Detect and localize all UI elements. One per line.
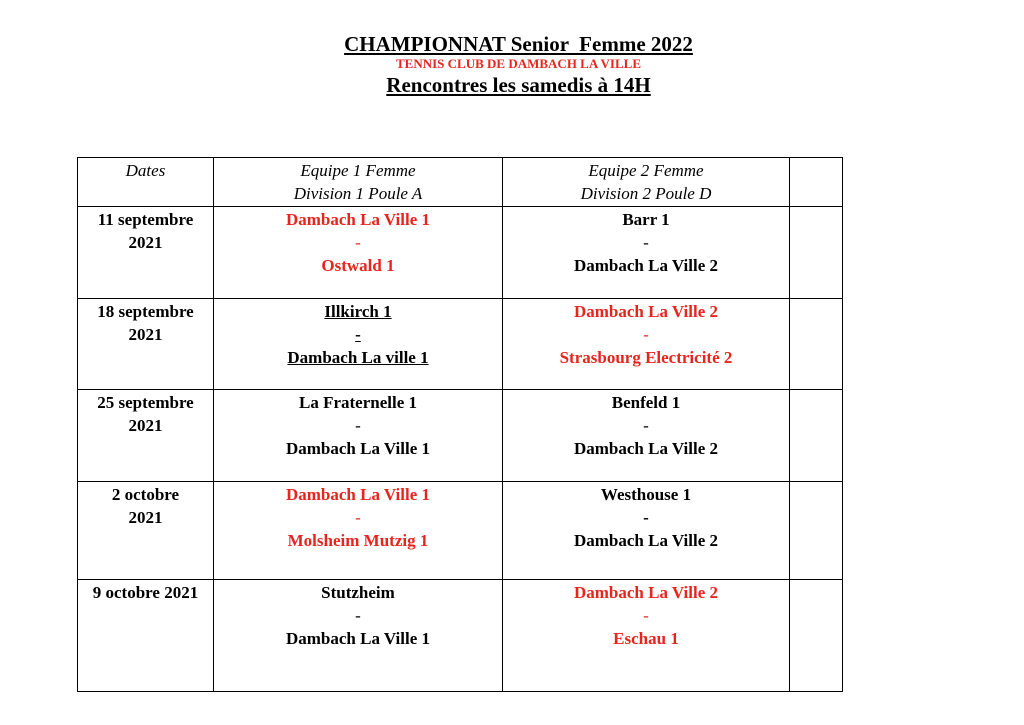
match-separator: - bbox=[355, 233, 361, 252]
extra-cell bbox=[790, 207, 843, 299]
team1-match bbox=[214, 482, 503, 580]
match-date bbox=[78, 207, 214, 299]
date-year: 2021 bbox=[128, 508, 163, 527]
match-date bbox=[78, 580, 214, 692]
home-team: Illkirch 1 bbox=[324, 302, 392, 321]
date-line: 18 septembre bbox=[97, 302, 194, 321]
team1-match bbox=[214, 299, 503, 390]
match-date bbox=[78, 299, 214, 390]
match-separator: - bbox=[355, 416, 361, 435]
date-year: 2021 bbox=[128, 416, 163, 435]
team2-match bbox=[503, 580, 790, 692]
column-header-extra bbox=[790, 158, 843, 207]
away-team: Dambach La Ville 2 bbox=[573, 256, 719, 275]
home-team: Dambach La Ville 2 bbox=[573, 302, 719, 321]
table-row bbox=[78, 299, 843, 390]
date-line: 2 octobre bbox=[111, 485, 180, 504]
home-team: La Fraternelle 1 bbox=[298, 393, 417, 412]
match-separator: - bbox=[355, 325, 361, 344]
team2-match bbox=[503, 299, 790, 390]
match-date bbox=[78, 482, 214, 580]
away-team: Dambach La Ville 2 bbox=[573, 439, 719, 458]
team1-division-label: Division 1 Poule A bbox=[293, 184, 423, 203]
team2-header-label: Equipe 2 Femme bbox=[588, 161, 704, 180]
date-line: 9 octobre 2021 bbox=[92, 583, 199, 602]
team2-match bbox=[503, 390, 790, 482]
table-row bbox=[78, 482, 843, 580]
team1-match bbox=[214, 390, 503, 482]
away-team: Dambach La Ville 2 bbox=[573, 531, 719, 550]
page-title: CHAMPIONNAT Senior Femme 2022 bbox=[344, 32, 693, 56]
away-team: Dambach La Ville 1 bbox=[285, 439, 431, 458]
match-separator: - bbox=[643, 606, 649, 625]
away-team: Eschau 1 bbox=[613, 629, 679, 648]
team1-match bbox=[214, 207, 503, 299]
away-team: Strasbourg Electricité 2 bbox=[559, 348, 733, 367]
column-header-team1 bbox=[214, 158, 503, 207]
extra-cell bbox=[790, 482, 843, 580]
table-row bbox=[78, 580, 843, 692]
table-row bbox=[78, 390, 843, 482]
team2-division-label: Division 2 Poule D bbox=[580, 184, 712, 203]
team1-header-label: Equipe 1 Femme bbox=[300, 161, 416, 180]
home-team: Westhouse 1 bbox=[600, 485, 692, 504]
dates-header-label: Dates bbox=[125, 161, 166, 180]
match-schedule-table bbox=[77, 157, 843, 692]
table-row bbox=[78, 207, 843, 299]
document-header bbox=[0, 31, 1024, 98]
away-team: Ostwald 1 bbox=[321, 256, 395, 275]
schedule-heading: Rencontres les samedis à 14H bbox=[386, 73, 651, 97]
match-date bbox=[78, 390, 214, 482]
match-separator: - bbox=[355, 508, 361, 527]
club-name: TENNIS CLUB DE DAMBACH LA VILLE bbox=[395, 56, 641, 71]
match-separator: - bbox=[643, 508, 649, 527]
home-team: Dambach La Ville 1 bbox=[285, 210, 431, 229]
home-team: Barr 1 bbox=[622, 210, 670, 229]
match-separator: - bbox=[643, 325, 649, 344]
away-team: Dambach La Ville 1 bbox=[285, 629, 431, 648]
extra-cell bbox=[790, 299, 843, 390]
home-team: Stutzheim bbox=[321, 583, 395, 602]
date-line: 11 septembre bbox=[97, 210, 194, 229]
away-team: Dambach La ville 1 bbox=[287, 348, 429, 367]
column-header-team2 bbox=[503, 158, 790, 207]
table-header-row bbox=[78, 158, 843, 207]
team2-match bbox=[503, 482, 790, 580]
extra-cell bbox=[790, 390, 843, 482]
team2-match bbox=[503, 207, 790, 299]
column-header-dates bbox=[78, 158, 214, 207]
extra-cell bbox=[790, 580, 843, 692]
date-year: 2021 bbox=[128, 233, 163, 252]
home-team: Benfeld 1 bbox=[611, 393, 681, 412]
date-line: 25 septembre bbox=[97, 393, 194, 412]
team1-match bbox=[214, 580, 503, 692]
match-separator: - bbox=[643, 416, 649, 435]
match-separator: - bbox=[643, 233, 649, 252]
match-separator: - bbox=[355, 606, 361, 625]
home-team: Dambach La Ville 1 bbox=[285, 485, 431, 504]
home-team: Dambach La Ville 2 bbox=[573, 583, 719, 602]
date-year: 2021 bbox=[128, 325, 163, 344]
away-team: Molsheim Mutzig 1 bbox=[287, 531, 429, 550]
